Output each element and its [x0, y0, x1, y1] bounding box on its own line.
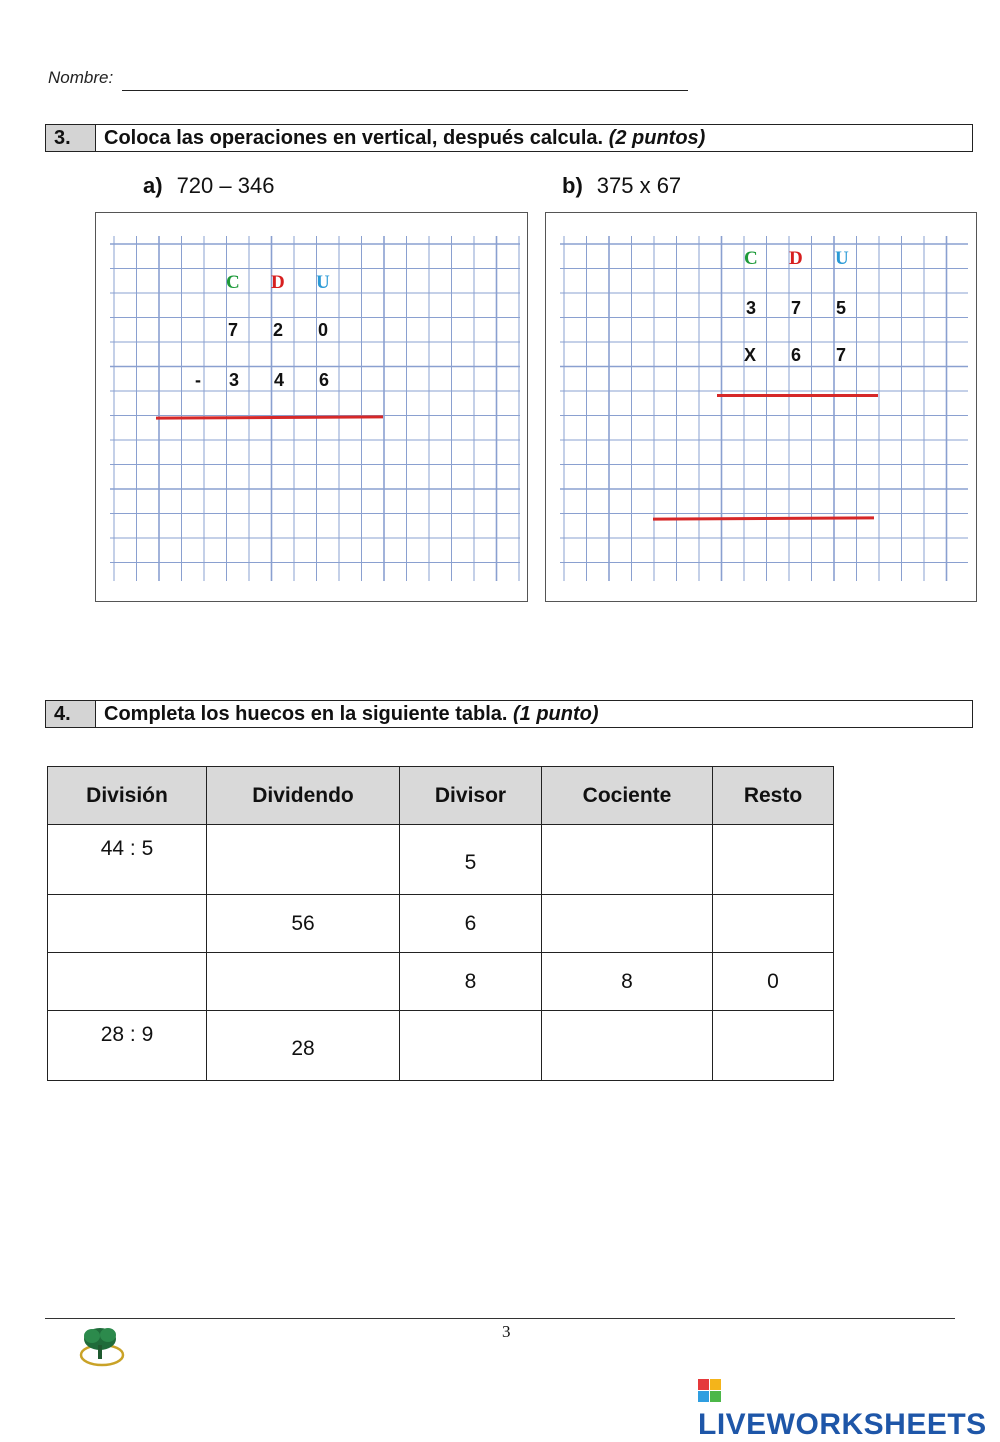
- operation-b-text: 375 x 67: [596, 173, 682, 198]
- table-cell-blank[interactable]: [542, 1011, 713, 1081]
- table-row: [48, 825, 834, 895]
- question-4-number: 4.: [46, 701, 96, 727]
- table-row: [48, 1011, 834, 1081]
- grid-b-row1-u: 5: [836, 298, 847, 318]
- division-table: [47, 766, 834, 1081]
- table-row: [48, 895, 834, 953]
- name-input-line[interactable]: [122, 90, 688, 91]
- grid-a-row2-d: 4: [274, 370, 285, 390]
- grid-a-row2-u: 6: [319, 370, 330, 390]
- table-header: Divisor: [400, 767, 542, 825]
- question-3-number: 3.: [46, 125, 96, 151]
- question-3-points: (2 puntos): [608, 127, 706, 149]
- table-cell-blank[interactable]: [207, 825, 400, 895]
- table-cell-blank[interactable]: [713, 895, 834, 953]
- table-cell-blank[interactable]: [713, 1011, 834, 1081]
- question-4-instruction: Completa los huecos en la siguiente tabla.: [104, 703, 508, 725]
- grid-b-partial-line: [717, 394, 878, 397]
- operation-b-label: b): [562, 173, 583, 198]
- grid-a-row1-u: 0: [318, 320, 329, 340]
- table-cell: 0: [713, 953, 834, 1011]
- name-label: Nombre:: [48, 68, 114, 87]
- grid-b-header-u: U: [835, 248, 849, 269]
- grid-a-header-d: D: [271, 272, 285, 293]
- question-4-points: (1 punto): [513, 703, 599, 725]
- liveworksheets-logo-icon: [698, 1379, 722, 1403]
- table-cell-blank[interactable]: [48, 953, 207, 1011]
- grid-a-row1-c: 7: [228, 320, 239, 340]
- grid-b-row1-c: 3: [746, 298, 757, 318]
- table-cell-blank[interactable]: [542, 895, 713, 953]
- operation-a-label: a): [143, 173, 163, 198]
- grid-b-row1-d: 7: [791, 298, 802, 318]
- operation-a-text: 720 – 346: [176, 173, 275, 198]
- question-4-bar: [45, 700, 973, 728]
- question-3-title: [104, 125, 705, 151]
- question-3-bar: [45, 124, 973, 152]
- grid-a-header-c: C: [226, 272, 240, 293]
- table-header: Dividendo: [207, 767, 400, 825]
- grid-a-row2-c: 3: [229, 370, 240, 390]
- operation-b: [562, 173, 681, 199]
- liveworksheets-brand[interactable]: [698, 1374, 1000, 1442]
- grid-b-row2-u: 7: [836, 345, 847, 365]
- table-cell-blank[interactable]: [207, 953, 400, 1011]
- grid-b-header-d: D: [789, 248, 803, 269]
- table-cell: 56: [207, 895, 400, 953]
- operation-a: [143, 173, 274, 199]
- table-cell: 5: [400, 825, 542, 895]
- page-number: 3: [502, 1322, 511, 1341]
- grid-a-row1-d: 2: [273, 320, 284, 340]
- table-cell: 8: [400, 953, 542, 1011]
- table-cell: 8: [542, 953, 713, 1011]
- grid-b-header-c: C: [744, 248, 758, 269]
- table-cell-blank[interactable]: [542, 825, 713, 895]
- table-cell: 6: [400, 895, 542, 953]
- table-header: Cociente: [542, 767, 713, 825]
- school-tree-logo-icon: [78, 1325, 126, 1367]
- grid-paper-b: [560, 236, 968, 581]
- question-4-title: [104, 701, 599, 727]
- table-header: División: [48, 767, 207, 825]
- table-header: Resto: [713, 767, 834, 825]
- table-cell: 44 : 5: [48, 825, 207, 895]
- grid-paper-a: [110, 236, 520, 581]
- footer-divider: [45, 1318, 955, 1319]
- table-cell-blank[interactable]: [713, 825, 834, 895]
- table-cell: 28: [207, 1011, 400, 1081]
- table-cell: 28 : 9: [48, 1011, 207, 1081]
- grid-b-sign: X: [744, 345, 757, 365]
- table-header-row: [48, 767, 834, 825]
- grid-a-header-u: U: [316, 272, 330, 293]
- table-cell-blank[interactable]: [48, 895, 207, 953]
- table-row: [48, 953, 834, 1011]
- grid-b-row2-d: 6: [791, 345, 802, 365]
- grid-a-sign: -: [195, 370, 201, 390]
- question-3-instruction: Coloca las operaciones en vertical, después calcula.: [104, 127, 604, 149]
- table-cell-blank[interactable]: [400, 1011, 542, 1081]
- liveworksheets-text: LIVEWORKSHEETS: [698, 1408, 987, 1441]
